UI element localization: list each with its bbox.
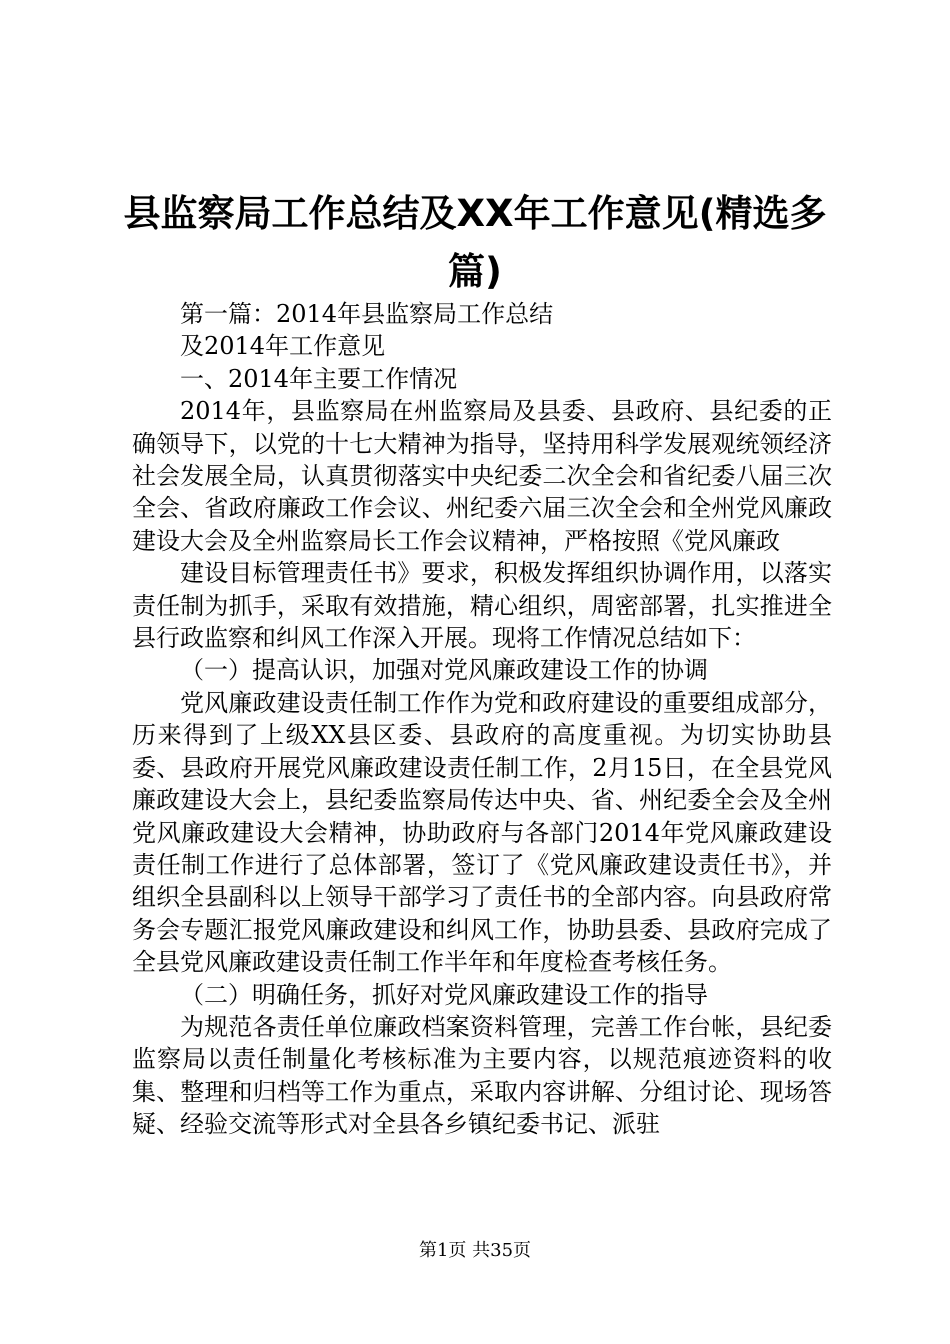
page-footer: 第1页 共35页: [418, 1240, 532, 1261]
paragraph-9: 为规范各责任单位廉政档案资料管理，完善工作台帐，县纪委监察局以责任制量化考核标准为主要内容，以规范痕迹资料的收集、整理和归档等工作为重点，采取内容讲解、分组讨论、现场答疑、经验交流等形式对全县各乡镇纪委书记、派驻: [132, 1012, 832, 1139]
document-title: 县监察局工作总结及XX年工作意见(精选多篇): [123, 191, 827, 293]
paragraph-2: 及2014年工作意见: [180, 332, 386, 361]
paragraph-1: 第一篇：2014年县监察局工作总结: [180, 300, 554, 328]
paragraph-4: 2014年，县监察局在州监察局及县委、县政府、县纪委的正确领导下，以党的十七大精神为指导，坚持用科学发展观统领经济社会发展全局，认真贯彻落实中央纪委二次全会和省纪委八届三次全会、省政府廉政工作会议、州纪委六届三次全会和全州党风廉政建设大会及全州监察局长工作会议精神，严格按照《党风廉政: [132, 397, 832, 555]
paragraph-8: （二）明确任务，抓好对党风廉政建设工作的指导: [180, 980, 708, 1009]
paragraph-3: 一、2014年主要工作情况: [180, 364, 458, 393]
document-body: [132, 298, 832, 1141]
paragraph-5: 建设目标管理责任书》要求，积极发挥组织协调作用，以落实责任制为抓手，采取有效措施，精心组织，周密部署，扎实推进全县行政监察和纠风工作深入开展。现将工作情况总结如下：: [132, 559, 832, 653]
paragraph-6: （一）提高认识，加强对党风廉政建设工作的协调: [180, 656, 708, 685]
paragraph-7: 党风廉政建设责任制工作作为党和政府建设的重要组成部分，历来得到了上级XX县区委、县政府的高度重视。为切实协助县委、县政府开展党风廉政建设责任制工作，2月15日，在全县党风廉政建设大会上，县纪委监察局传达中央、省、州纪委全会及全州党风廉政建设大会精神，协助政府与各部门2014年党风廉政建设责任制工作进行了总体部署，签订了《党风廉政建设责任书》，并组织全县副科以上领导干部学习了责任书的全部内容。向县政府常务会专题汇报党风廉政建设和纠风工作，协助县委、县政府完成了全县党风廉政建设责任制工作半年和年度检查考核任务。: [132, 688, 832, 977]
